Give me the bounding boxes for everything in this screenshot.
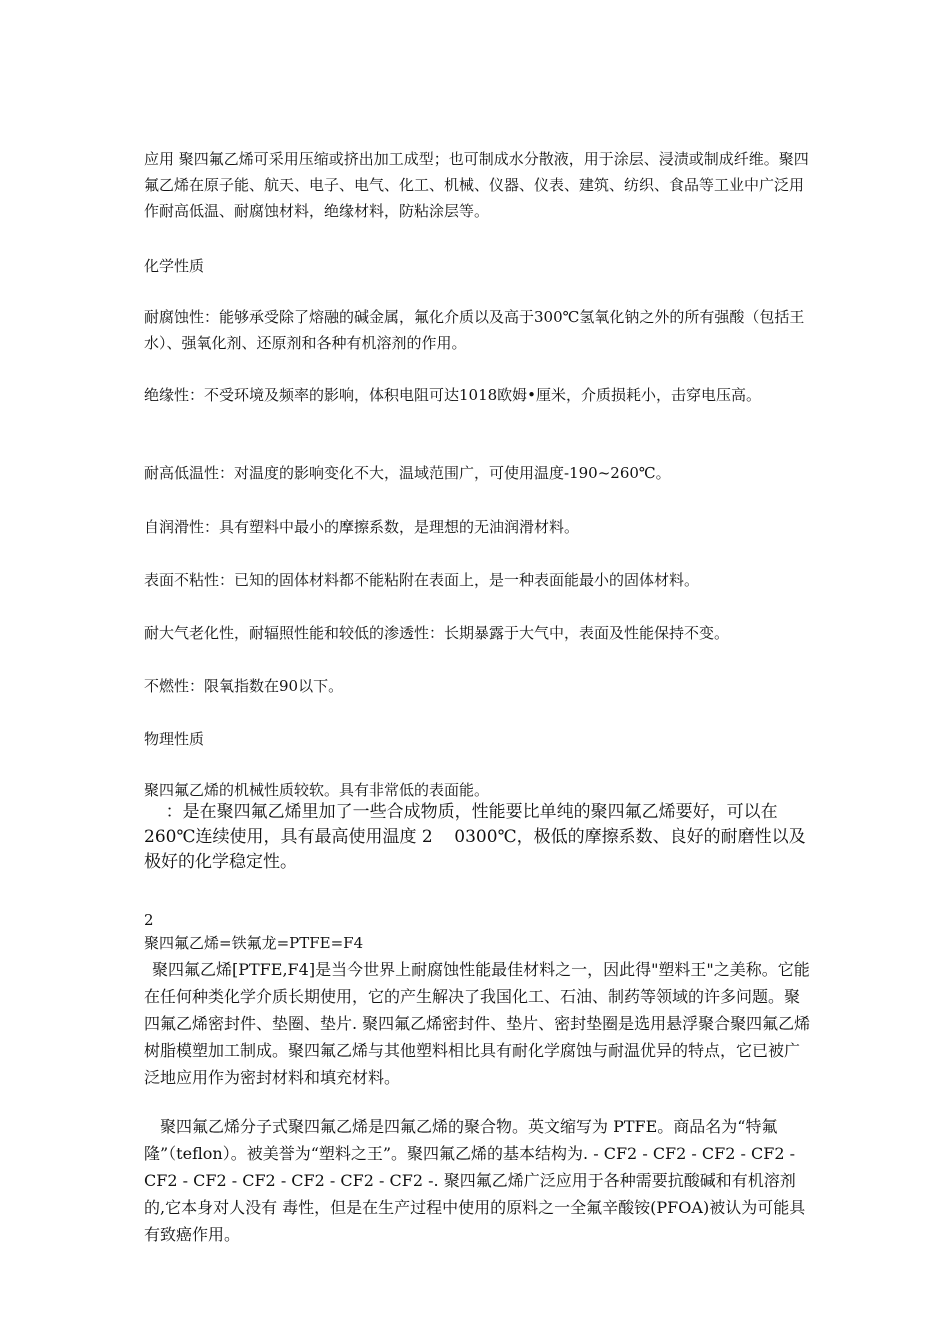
paragraph-modified-ptfe: ：是在聚四氟乙烯里加了一些合成物质，性能要比单纯的聚四氟乙烯要好，可以在 260℃连续使用，具有最高使用温度 2 0300℃，极低的摩擦系数、良好的耐磨性以及极好的化学稳定性。 [144,802,806,872]
heading-physical-properties: 物理性质 [144,730,205,748]
paragraph-insulation: 绝缘性：不受环境及频率的影响，体积电阻可达1018欧姆•厘米，介质损耗小，击穿电压高。 [144,386,762,404]
section-number: 2 [144,911,154,929]
paragraph-aging-resistance: 耐大气老化性，耐辐照性能和较低的渗透性：长期暴露于大气中，表面及性能保持不变。 [144,624,730,642]
heading-chemical-properties: 化学性质 [144,257,205,275]
paragraph-application: 应用 聚四氟乙烯可采用压缩或挤出加工成型；也可制成水分散液，用于涂层、浸渍或制成纤维。聚四氟乙烯在原子能、航天、电子、电气、化工、机械、仪器、仪表、建筑、纺织、食品等工业中广泛用作耐高低温、耐腐蚀材料，绝缘材料，防粘涂层等。 [144,150,809,220]
paragraph-non-stick: 表面不粘性：已知的固体材料都不能粘附在表面上，是一种表面能最小的固体材料。 [144,571,700,589]
paragraph-self-lubrication: 自润滑性：具有塑料中最小的摩擦系数，是理想的无油润滑材料。 [144,518,580,536]
paragraph-ptfe-structure: 聚四氟乙烯分子式聚四氟乙烯是四氟乙烯的聚合物。英文缩写为 PTFE。商品名为“特氟隆”（teflon）。被美誉为“塑料之王”。聚四氟乙烯的基本结构为. - CF2 - CF2 - CF2 - CF2 - CF2 - CF2 - CF2 - CF2 - CF2 - CF2 -. 聚四氟乙烯广泛应用于各种需要抗酸碱和有机溶剂的,它本身对人没有 毒性，但是在生产过程中使用的原料之一全氟辛酸铵(PFOA)被认为可能具有致癌作用。 [144,1117,806,1244]
paragraph-ptfe-intro: 聚四氟乙烯[PTFE,F4]是当今世界上耐腐蚀性能最佳材料之一，因此得"塑料王"之美称。它能在任何种类化学介质长期使用，它的产生解决了我国化工、石油、制药等领域的许多问题。聚四氟乙烯密封件、垫圈、垫片. 聚四氟乙烯密封件、垫片、密封垫圈是选用悬浮聚合聚四氟乙烯树脂模塑加工制成。聚四氟乙烯与其他塑料相比具有耐化学腐蚀与耐温优异的特点，它已被广泛地应用作为密封材料和填充材料。 [144,960,811,1087]
heading-ptfe-aliases: 聚四氟乙烯=铁氟龙=PTFE=F4 [144,934,364,952]
paragraph-corrosion-resistance: 耐腐蚀性：能够承受除了熔融的碱金属，氟化介质以及高于300℃氢氧化钠之外的所有强酸（包括王水）、强氧化剂、还原剂和各种有机溶剂的作用。 [144,308,805,352]
paragraph-mechanical: 聚四氟乙烯的机械性质较软。具有非常低的表面能。 [144,781,490,799]
paragraph-temperature: 耐高低温性：对温度的影响变化不大，温域范围广，可使用温度-190~260℃。 [144,464,671,482]
paragraph-non-flammable: 不燃性：限氧指数在90以下。 [144,677,344,695]
